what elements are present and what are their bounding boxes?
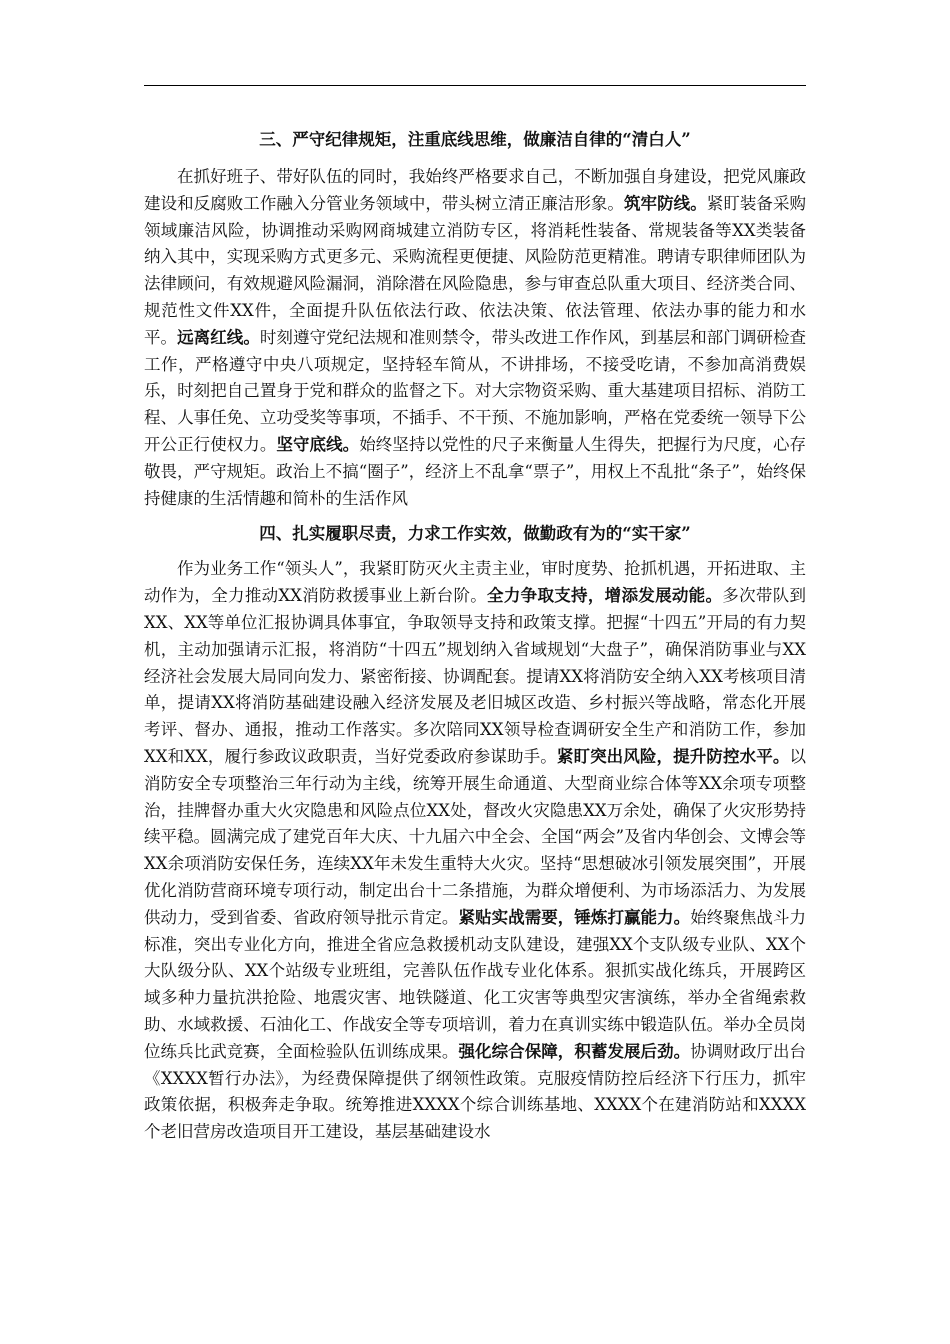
text-run: 紧盯装备采购领域廉洁风险，协调推动采购网商城建立消防专区，将消耗性装备、常规装备等XX类装备纳入其中，实现采购方式更多元、采购流程更便捷、风险防范更精准。聘请专职律师团队为法律顾问，有效规避风险漏洞，消除潜在风险隐患，参与审查总队重大项目、经济类合同、规范性文件XX件，全面提升队伍依法行政、依法决策、依法管理、依法办事的能力和水平。 bbox=[144, 193, 807, 347]
bold-lead: 紧盯突出风险，提升防控水平。 bbox=[556, 746, 790, 766]
section-3-heading: 三、严守纪律规矩，注重底线思维，做廉洁自律的“清白人” bbox=[259, 130, 691, 149]
text-run: 作为业务工作“领头人”，我紧盯防灭火主责主业，审时度势、抢抓机遇，开拓进取、主动作为，全力推动XX消防救援事业上新台阶。 bbox=[144, 559, 806, 606]
bold-lead: 坚守底线。 bbox=[276, 434, 360, 454]
bold-lead: 全力争取支持，增添发展动能。 bbox=[487, 586, 723, 606]
text-run: 始终聚焦战斗力标准，突出专业化方向，推进全省应急救援机动支队建设，建强XX个支队级专业队、XX个大队级分队、XX个站级专业班组，完善队伍作战专业化体系。狠抓实战化练兵，开展跨区域多种力量抗洪抢险、地震灾害、地铁隧道、化工灾害等典型灾害演练，举办全省绳索救助、水域救援、石油化工、作战安全等专项培训，着力在真训实练中锻造队伍。举办全员岗位练兵比武竞赛，全面检验队伍训练成果。 bbox=[144, 907, 807, 1061]
text-run: 协调财政厅出台《XXXX暂行办法》，为经费保障提供了纲领性政策。克服疫情防控后经济下行压力，抓牢政策依据，积极奔走争取。统筹推进XXXX个综合训练基地、XXXX个在建消防站和XXXX个老旧营房改造项目开工建设，基层基础建设水 bbox=[144, 1041, 807, 1142]
bold-lead: 强化综合保障，积蓄发展后劲。 bbox=[458, 1041, 691, 1061]
text-run: 以消防安全专项整治三年行动为主线，统筹开展生命通道、大型商业综合体等XX余项专项整治，挂牌督办重大火灾隐患和风险点位XX处，督改火灾隐患XX万余处，确保了火灾形势持续平稳。圆满完成了建党百年大庆、十九届六中全会、全国“两会”及省内华创会、文博会等XX余项消防安保任务，连续XX年未发生重特大火灾。坚持“思想破冰引领发展突围”，开展优化消防营商环境专项行动，制定出台十二条措施，为群众增便利、为市场添活力、为发展供动力，受到省委、省政府领导批示肯定。 bbox=[144, 746, 806, 927]
bold-lead: 紧贴实战需要，锤炼打赢能力。 bbox=[458, 907, 691, 927]
text-run: 多次带队到XX、XX等单位汇报协调具体事宜，争取领导支持和政策支撑。把握“十四五”开局的有力契机，主动加强请示汇报，将消防“十四五”规划纳入省域规划“大盘子”，确保消防事业与XX经济社会发展大局同向发力、紧密衔接、协调配套。提请XX将消防安全纳入XX考核项目清单，提请XX将消防基础建设融入经济发展及老旧城区改造、乡村振兴等战略，常态化开展考评、督办、通报，推动工作落实。多次陪同XX领导检查调研安全生产和消防工作，参加XX和XX，履行参政议政职责，当好党委政府参谋助手。 bbox=[144, 586, 807, 766]
bold-lead: 远离红线。 bbox=[177, 327, 260, 347]
section-4-paragraph bbox=[144, 556, 806, 1146]
section-4-heading: 四、扎实履职尽责，力求工作实效，做勤政有为的“实干家” bbox=[259, 524, 691, 544]
bold-lead: 筑牢防线。 bbox=[624, 193, 707, 213]
text-run: 时刻遵守党纪法规和准则禁令，带头改进工作作风，到基层和部门调研检查工作，严格遵守中央八项规定，坚持轻车简从，不讲排场，不接受吃请，不参加高消费娱乐，时刻把自己置身于党和群众的监督之下。对大宗物资采购、重大基建项目招标、消防工程、人事任免、立功受奖等事项，不插手、不干预、不施加影响，严格在党委统一领导下公开公正行使权力。 bbox=[144, 327, 807, 454]
header-rule bbox=[144, 85, 806, 86]
section-3-paragraph bbox=[144, 164, 806, 512]
document-body bbox=[144, 118, 806, 1146]
text-run: 始终坚持以党性的尺子来衡量人生得失，把握行为尺度，心存敬畏，严守规矩。政治上不搞“圈子”，经济上不乱拿“票子”，用权上不乱批“条子”，始终保持健康的生活情趣和简朴的生活作风 bbox=[144, 434, 807, 508]
text-run: 在抓好班子、带好队伍的同时，我始终严格要求自己，不断加强自身建设，把党风廉政建设和反腐败工作融入分管业务领域中，带头树立清正廉洁形象。 bbox=[144, 167, 806, 213]
